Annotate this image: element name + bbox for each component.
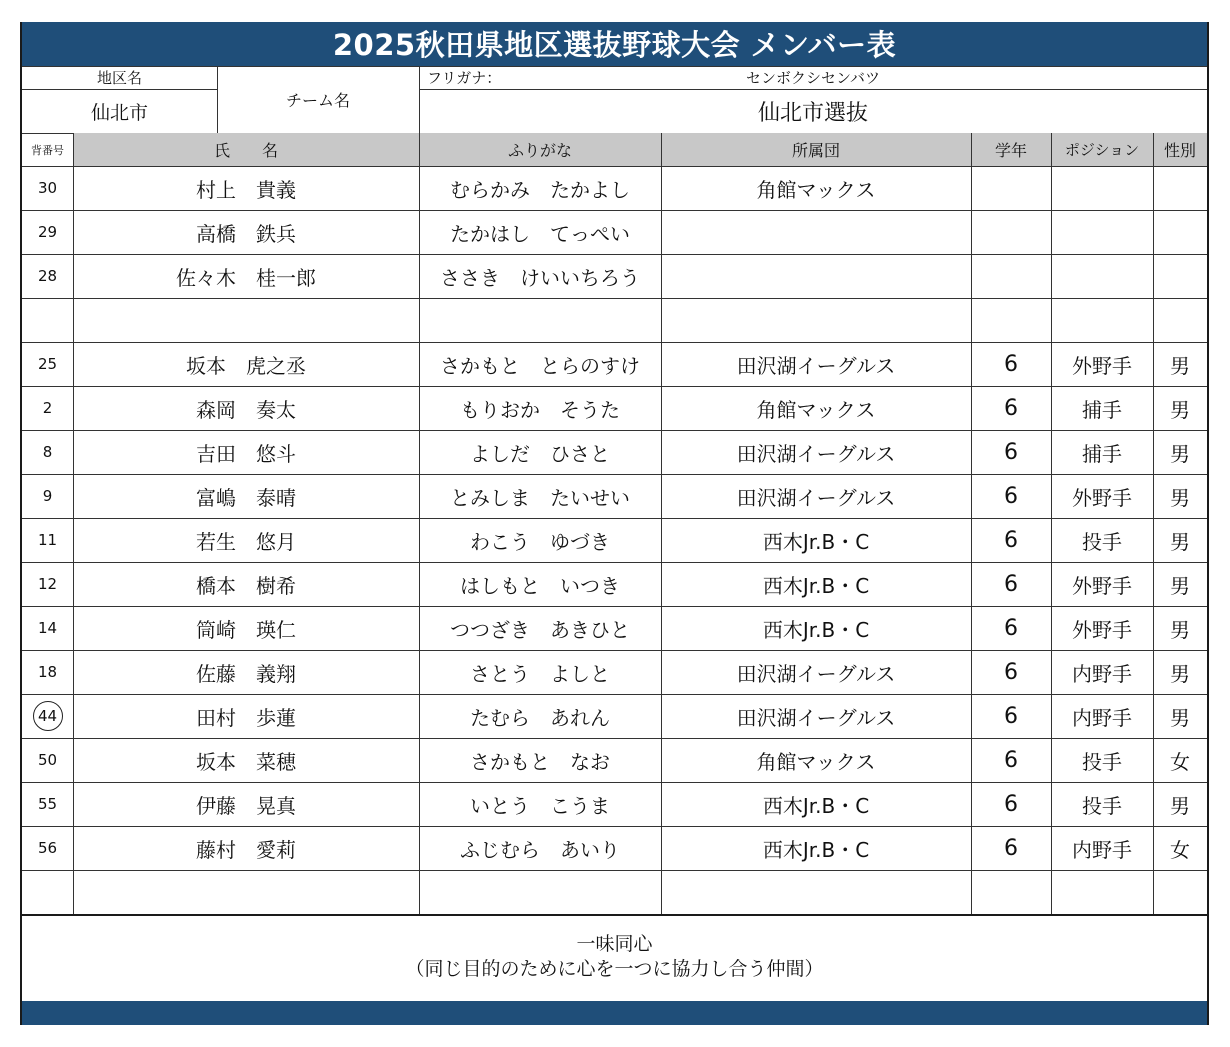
column-header-team: 所属団 [791, 141, 840, 160]
cell-name: 筒崎 瑛仁 [196, 617, 296, 642]
cell-gender: 男 [1170, 573, 1190, 598]
team-label: チーム名 [285, 91, 350, 110]
cell-name: 吉田 悠斗 [196, 441, 296, 466]
cell-grade: 6 [1004, 351, 1018, 377]
cell-team: 西木Jr.B・C [762, 793, 870, 818]
cell-name: 橋本 樹希 [196, 573, 296, 598]
cell-team: 西木Jr.B・C [762, 837, 870, 862]
column-header-position: ポジション [1064, 141, 1140, 159]
cell-number: 8 [42, 443, 53, 461]
cell-kana: もりおか そうた [460, 397, 620, 422]
cell-team: 角館マックス [756, 397, 876, 422]
cell-position [1051, 870, 1153, 914]
cell-position: 投手 [1082, 793, 1122, 818]
cell-kana: とみしま たいせい [450, 485, 630, 510]
table-row [22, 430, 1207, 474]
cell-name: 伊藤 晃真 [196, 793, 296, 818]
cell-position: 投手 [1082, 529, 1122, 554]
district-label: 地区名 [96, 69, 142, 87]
cell-kana: さかもと なお [470, 749, 610, 774]
cell-grade [971, 254, 1051, 298]
team-name-value: 仙北市選抜 [757, 100, 868, 126]
cell-name: 坂本 虎之丞 [186, 353, 306, 378]
cell-position: 外野手 [1072, 485, 1132, 510]
column-header-grade: 学年 [994, 141, 1027, 160]
cell-number: 55 [37, 795, 58, 813]
cell-number: 29 [37, 223, 58, 241]
cell-number: 9 [42, 487, 53, 505]
column-header-number: 背番号 [31, 143, 64, 157]
cell-gender [1153, 210, 1207, 254]
cell-name: 田村 歩蓮 [196, 705, 296, 730]
column-header-name: 氏 名 [213, 141, 278, 160]
cell-position: 捕手 [1082, 441, 1122, 466]
cell-gender [1153, 870, 1207, 914]
cell-name: 高橋 鉄兵 [196, 221, 296, 246]
table-row [22, 870, 1207, 914]
cell-number: 28 [37, 267, 58, 285]
table-row [22, 694, 1207, 738]
cell-number [22, 298, 73, 342]
cell-position [1051, 298, 1153, 342]
cell-number: 12 [37, 575, 58, 593]
cell-gender: 男 [1170, 441, 1190, 466]
cell-gender [1153, 166, 1207, 210]
cell-team [661, 298, 971, 342]
cell-grade [971, 298, 1051, 342]
cell-gender: 男 [1170, 397, 1190, 422]
cell-team: 西木Jr.B・C [762, 617, 870, 642]
table-row [22, 386, 1207, 430]
cell-kana: はしもと いつき [460, 573, 620, 598]
cell-team: 角館マックス [756, 749, 876, 774]
table-row [22, 738, 1207, 782]
cell-kana: よしだ ひさと [470, 441, 610, 466]
cell-number: 2 [42, 399, 53, 417]
cell-gender [1153, 254, 1207, 298]
cell-number: 18 [37, 663, 58, 681]
cell-number: 30 [37, 179, 58, 197]
table-row [22, 606, 1207, 650]
cell-number: 14 [37, 619, 58, 637]
cell-team: 田沢湖イーグルス [736, 485, 896, 510]
cell-kana [419, 298, 661, 342]
cell-number: 50 [37, 751, 58, 769]
member-sheet [20, 22, 1209, 1025]
cell-name: 佐藤 義翔 [196, 661, 296, 686]
cell-team [661, 254, 971, 298]
cell-gender: 女 [1170, 837, 1190, 862]
cell-kana: ささき けいいちろう [440, 265, 640, 290]
cell-position: 捕手 [1082, 397, 1122, 422]
cell-kana: たむら あれん [470, 705, 610, 730]
cell-position [1051, 210, 1153, 254]
cell-kana: いとう こうま [470, 793, 610, 818]
sheet-title: 2025秋田県地区選抜野球大会 メンバー表 [22, 22, 1207, 66]
footer-bar [22, 1001, 1207, 1025]
table-row [22, 474, 1207, 518]
cell-grade [971, 210, 1051, 254]
cell-grade: 6 [1004, 483, 1018, 509]
cell-team: 西木Jr.B・C [762, 573, 870, 598]
cell-gender: 男 [1170, 485, 1190, 510]
table-row [22, 518, 1207, 562]
table-row [22, 342, 1207, 386]
cell-grade: 6 [1004, 659, 1018, 685]
team-motto [22, 932, 1207, 982]
cell-name: 佐々木 桂一郎 [176, 265, 316, 290]
cell-team: 田沢湖イーグルス [736, 661, 896, 686]
motto-title: 一味同心 [576, 933, 653, 955]
cell-kana: さとう よしと [470, 661, 610, 686]
cell-grade: 6 [1004, 571, 1018, 597]
cell-grade: 6 [1004, 615, 1018, 641]
cell-gender [1153, 298, 1207, 342]
cell-gender: 男 [1170, 353, 1190, 378]
cell-gender: 男 [1170, 793, 1190, 818]
cell-kana: ふじむら あいり [460, 837, 620, 862]
table-row [22, 826, 1207, 870]
cell-name: 村上 貴義 [196, 177, 296, 202]
cell-kana [419, 870, 661, 914]
cell-team: 田沢湖イーグルス [736, 353, 896, 378]
cell-team [661, 870, 971, 914]
cell-name [73, 298, 419, 342]
cell-team: 田沢湖イーグルス [736, 705, 896, 730]
cell-name: 藤村 愛莉 [196, 837, 296, 862]
cell-position: 投手 [1082, 749, 1122, 774]
cell-name: 若生 悠月 [196, 529, 296, 554]
table-row [22, 562, 1207, 606]
cell-position: 内野手 [1072, 661, 1132, 686]
cell-grade: 6 [1004, 747, 1018, 773]
cell-grade: 6 [1004, 527, 1018, 553]
cell-name: 富嶋 泰晴 [196, 485, 296, 510]
table-row [22, 254, 1207, 298]
cell-grade: 6 [1004, 395, 1018, 421]
table-row [22, 210, 1207, 254]
cell-kana: つつざき あきひと [450, 617, 630, 642]
cell-team [661, 210, 971, 254]
cell-gender: 男 [1170, 705, 1190, 730]
column-header-gender: 性別 [1163, 141, 1196, 160]
cell-team: 角館マックス [756, 177, 876, 202]
cell-name [73, 870, 419, 914]
cell-position [1051, 254, 1153, 298]
cell-name: 坂本 菜穂 [196, 749, 296, 774]
cell-position: 外野手 [1072, 617, 1132, 642]
cell-number [22, 694, 73, 738]
cell-number: 25 [37, 355, 58, 373]
cell-grade: 6 [1004, 791, 1018, 817]
cell-kana: さかもと とらのすけ [440, 353, 640, 378]
cell-position [1051, 166, 1153, 210]
district-value: 仙北市 [90, 101, 148, 124]
cell-number [22, 870, 73, 914]
row-rule [22, 914, 1207, 916]
cell-gender: 男 [1170, 617, 1190, 642]
cell-grade [971, 166, 1051, 210]
cell-kana: むらかみ たかよし [450, 177, 630, 202]
cell-gender: 男 [1170, 661, 1190, 686]
cell-position: 内野手 [1072, 705, 1132, 730]
cell-number: 11 [37, 531, 58, 549]
table-row [22, 298, 1207, 342]
cell-grade: 6 [1004, 703, 1018, 729]
cell-gender: 女 [1170, 749, 1190, 774]
column-header-kana: ふりがな [507, 141, 572, 160]
cell-grade: 6 [1004, 835, 1018, 861]
furigana-label: フリガナ： [427, 69, 502, 87]
cell-number: 56 [37, 839, 58, 857]
cell-team: 西木Jr.B・C [762, 529, 870, 554]
cell-kana: たかはし てっぺい [450, 221, 630, 246]
cell-gender: 男 [1170, 529, 1190, 554]
motto-description: （同じ目的のために心を一つに協力し合う仲間） [405, 958, 824, 980]
captain-number-circle: 44 [33, 701, 63, 731]
table-row [22, 782, 1207, 826]
table-row [22, 166, 1207, 210]
cell-grade: 6 [1004, 439, 1018, 465]
cell-position: 外野手 [1072, 353, 1132, 378]
cell-team: 田沢湖イーグルス [736, 441, 896, 466]
furigana-value: センボクシセンバツ [746, 69, 880, 87]
cell-name: 森岡 奏太 [196, 397, 296, 422]
table-row [22, 650, 1207, 694]
cell-grade [971, 870, 1051, 914]
cell-position: 内野手 [1072, 837, 1132, 862]
cell-kana: わこう ゆづき [470, 529, 610, 554]
cell-position: 外野手 [1072, 573, 1132, 598]
